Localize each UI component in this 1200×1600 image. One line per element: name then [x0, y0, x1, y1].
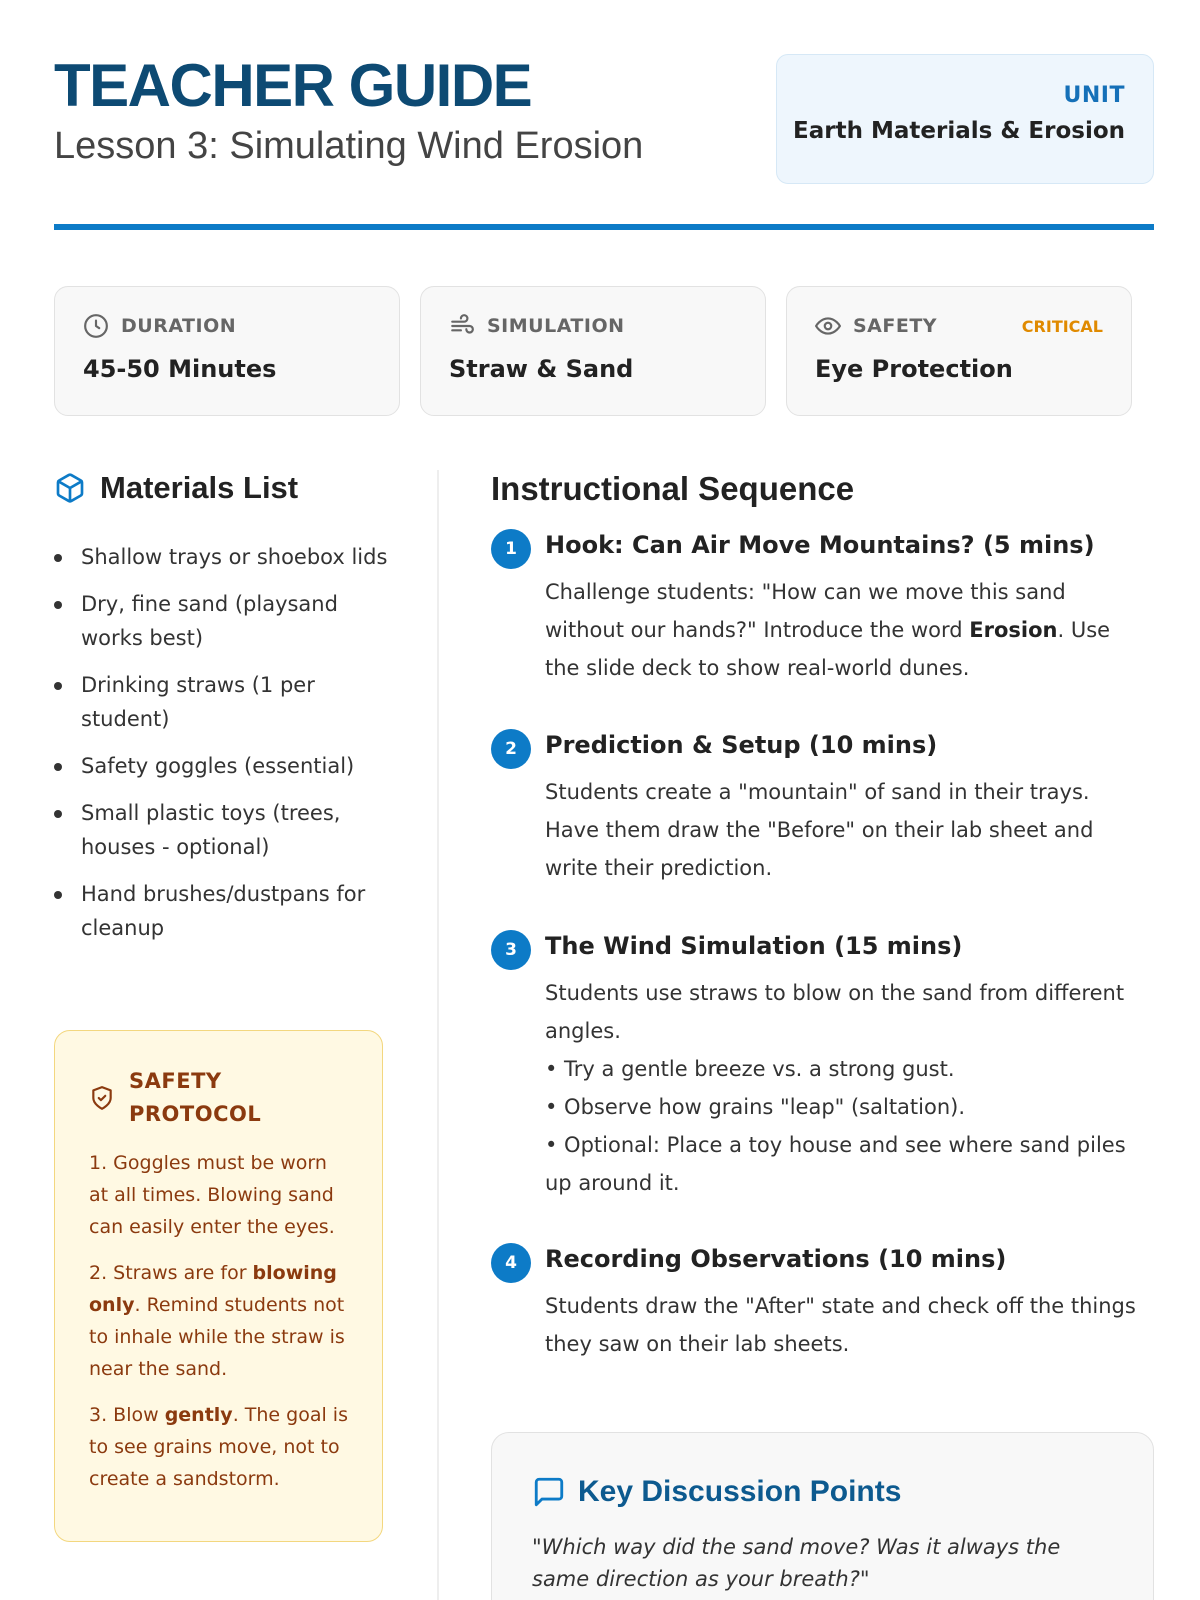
simulation-value: Straw & Sand: [449, 355, 634, 383]
simulation-card: [420, 286, 766, 416]
wind-icon: [449, 313, 475, 339]
unit-label: UNIT: [1063, 83, 1125, 108]
step-number: 2: [491, 729, 531, 769]
discussion-box: [491, 1432, 1154, 1600]
info-cards: [54, 286, 1154, 416]
shield-check-icon: [89, 1085, 115, 1111]
step-number: 3: [491, 930, 531, 970]
chat-icon: [532, 1475, 566, 1509]
duration-label: DURATION: [121, 315, 237, 337]
simulation-label: SIMULATION: [487, 315, 625, 337]
step-number: 4: [491, 1243, 531, 1283]
page-header: [54, 52, 1154, 232]
step-body: Students use straws to blow on the sand from different angles. • Try a gentle breeze vs. a strong gust. • Observe how grains "leap" (saltation). • Optional: Place a toy house and see where sand piles up around it.: [545, 974, 1145, 1202]
sequence-title: Instructional Sequence: [491, 470, 855, 507]
list-item: Safety goggles (essential): [54, 749, 394, 783]
materials-title: Materials List: [100, 470, 299, 505]
list-item: Hand brushes/dustpans for cleanup: [54, 877, 394, 945]
safety-rule: 1. Goggles must be worn at all times. Blowing sand can easily enter the eyes.: [89, 1152, 335, 1238]
list-item: Shallow trays or shoebox lids: [54, 540, 394, 574]
safety-label: SAFETY: [853, 315, 938, 337]
safety-card: [786, 286, 1132, 416]
step-body: Students draw the "After" state and check off the things they saw on their lab sheets.: [545, 1294, 1136, 1356]
header-divider: [54, 224, 1154, 230]
step-body: Students create a "mountain" of sand in their trays. Have them draw the "Before" on their lab sheet and write their prediction.: [545, 780, 1094, 880]
safety-protocol-title: SAFETY PROTOCOL: [129, 1069, 262, 1126]
column-divider: [437, 470, 439, 1600]
safety-protocol-box: [54, 1030, 383, 1542]
step-bullet: • Observe how grains "leap" (saltation).: [545, 1095, 966, 1119]
step-body: Challenge students: "How can we move this sand without our hands?" Introduce the word Erosion. Use the slide deck to show real-world dunes.: [545, 580, 1111, 680]
materials-section: [54, 470, 394, 958]
clock-icon: [83, 313, 109, 339]
duration-card: [54, 286, 400, 416]
lesson-subtitle: Lesson 3: Simulating Wind Erosion: [54, 125, 644, 167]
step-title: Recording Observations (10 mins): [545, 1245, 1007, 1273]
materials-list: [54, 540, 394, 945]
list-item: Small plastic toys (trees, houses - optional): [54, 796, 394, 864]
step-bullet: • Try a gentle breeze vs. a strong gust.: [545, 1057, 955, 1081]
unit-value: Earth Materials & Erosion: [793, 118, 1125, 144]
step-title: Prediction & Setup (10 mins): [545, 731, 938, 759]
box-icon: [54, 472, 86, 504]
step-bullet: • Optional: Place a toy house and see where sand piles up around it.: [545, 1133, 1126, 1195]
page-title: TEACHER GUIDE: [54, 52, 532, 119]
instructional-sequence: [491, 470, 1154, 1356]
discussion-quote: "Which way did the sand move? Was it always the same direction as your breath?": [532, 1535, 1061, 1591]
unit-box: [776, 54, 1154, 184]
eye-icon: [815, 313, 841, 339]
safety-rule: 2. Straws are for blowing only. Remind students not to inhale while the straw is near the sand.: [89, 1262, 345, 1380]
step-number: 1: [491, 529, 531, 569]
list-item: Drinking straws (1 per student): [54, 668, 394, 736]
step-title: The Wind Simulation (15 mins): [545, 932, 963, 960]
safety-value: Eye Protection: [815, 355, 1013, 383]
list-item: Dry, fine sand (playsand works best): [54, 587, 394, 655]
critical-badge: CRITICAL: [1021, 316, 1103, 336]
discussion-title: Key Discussion Points: [578, 1475, 902, 1508]
duration-value: 45-50 Minutes: [83, 355, 277, 383]
step-title: Hook: Can Air Move Mountains? (5 mins): [545, 531, 1095, 559]
safety-rule: 3. Blow gently. The goal is to see grains move, not to create a sandstorm.: [89, 1404, 348, 1490]
